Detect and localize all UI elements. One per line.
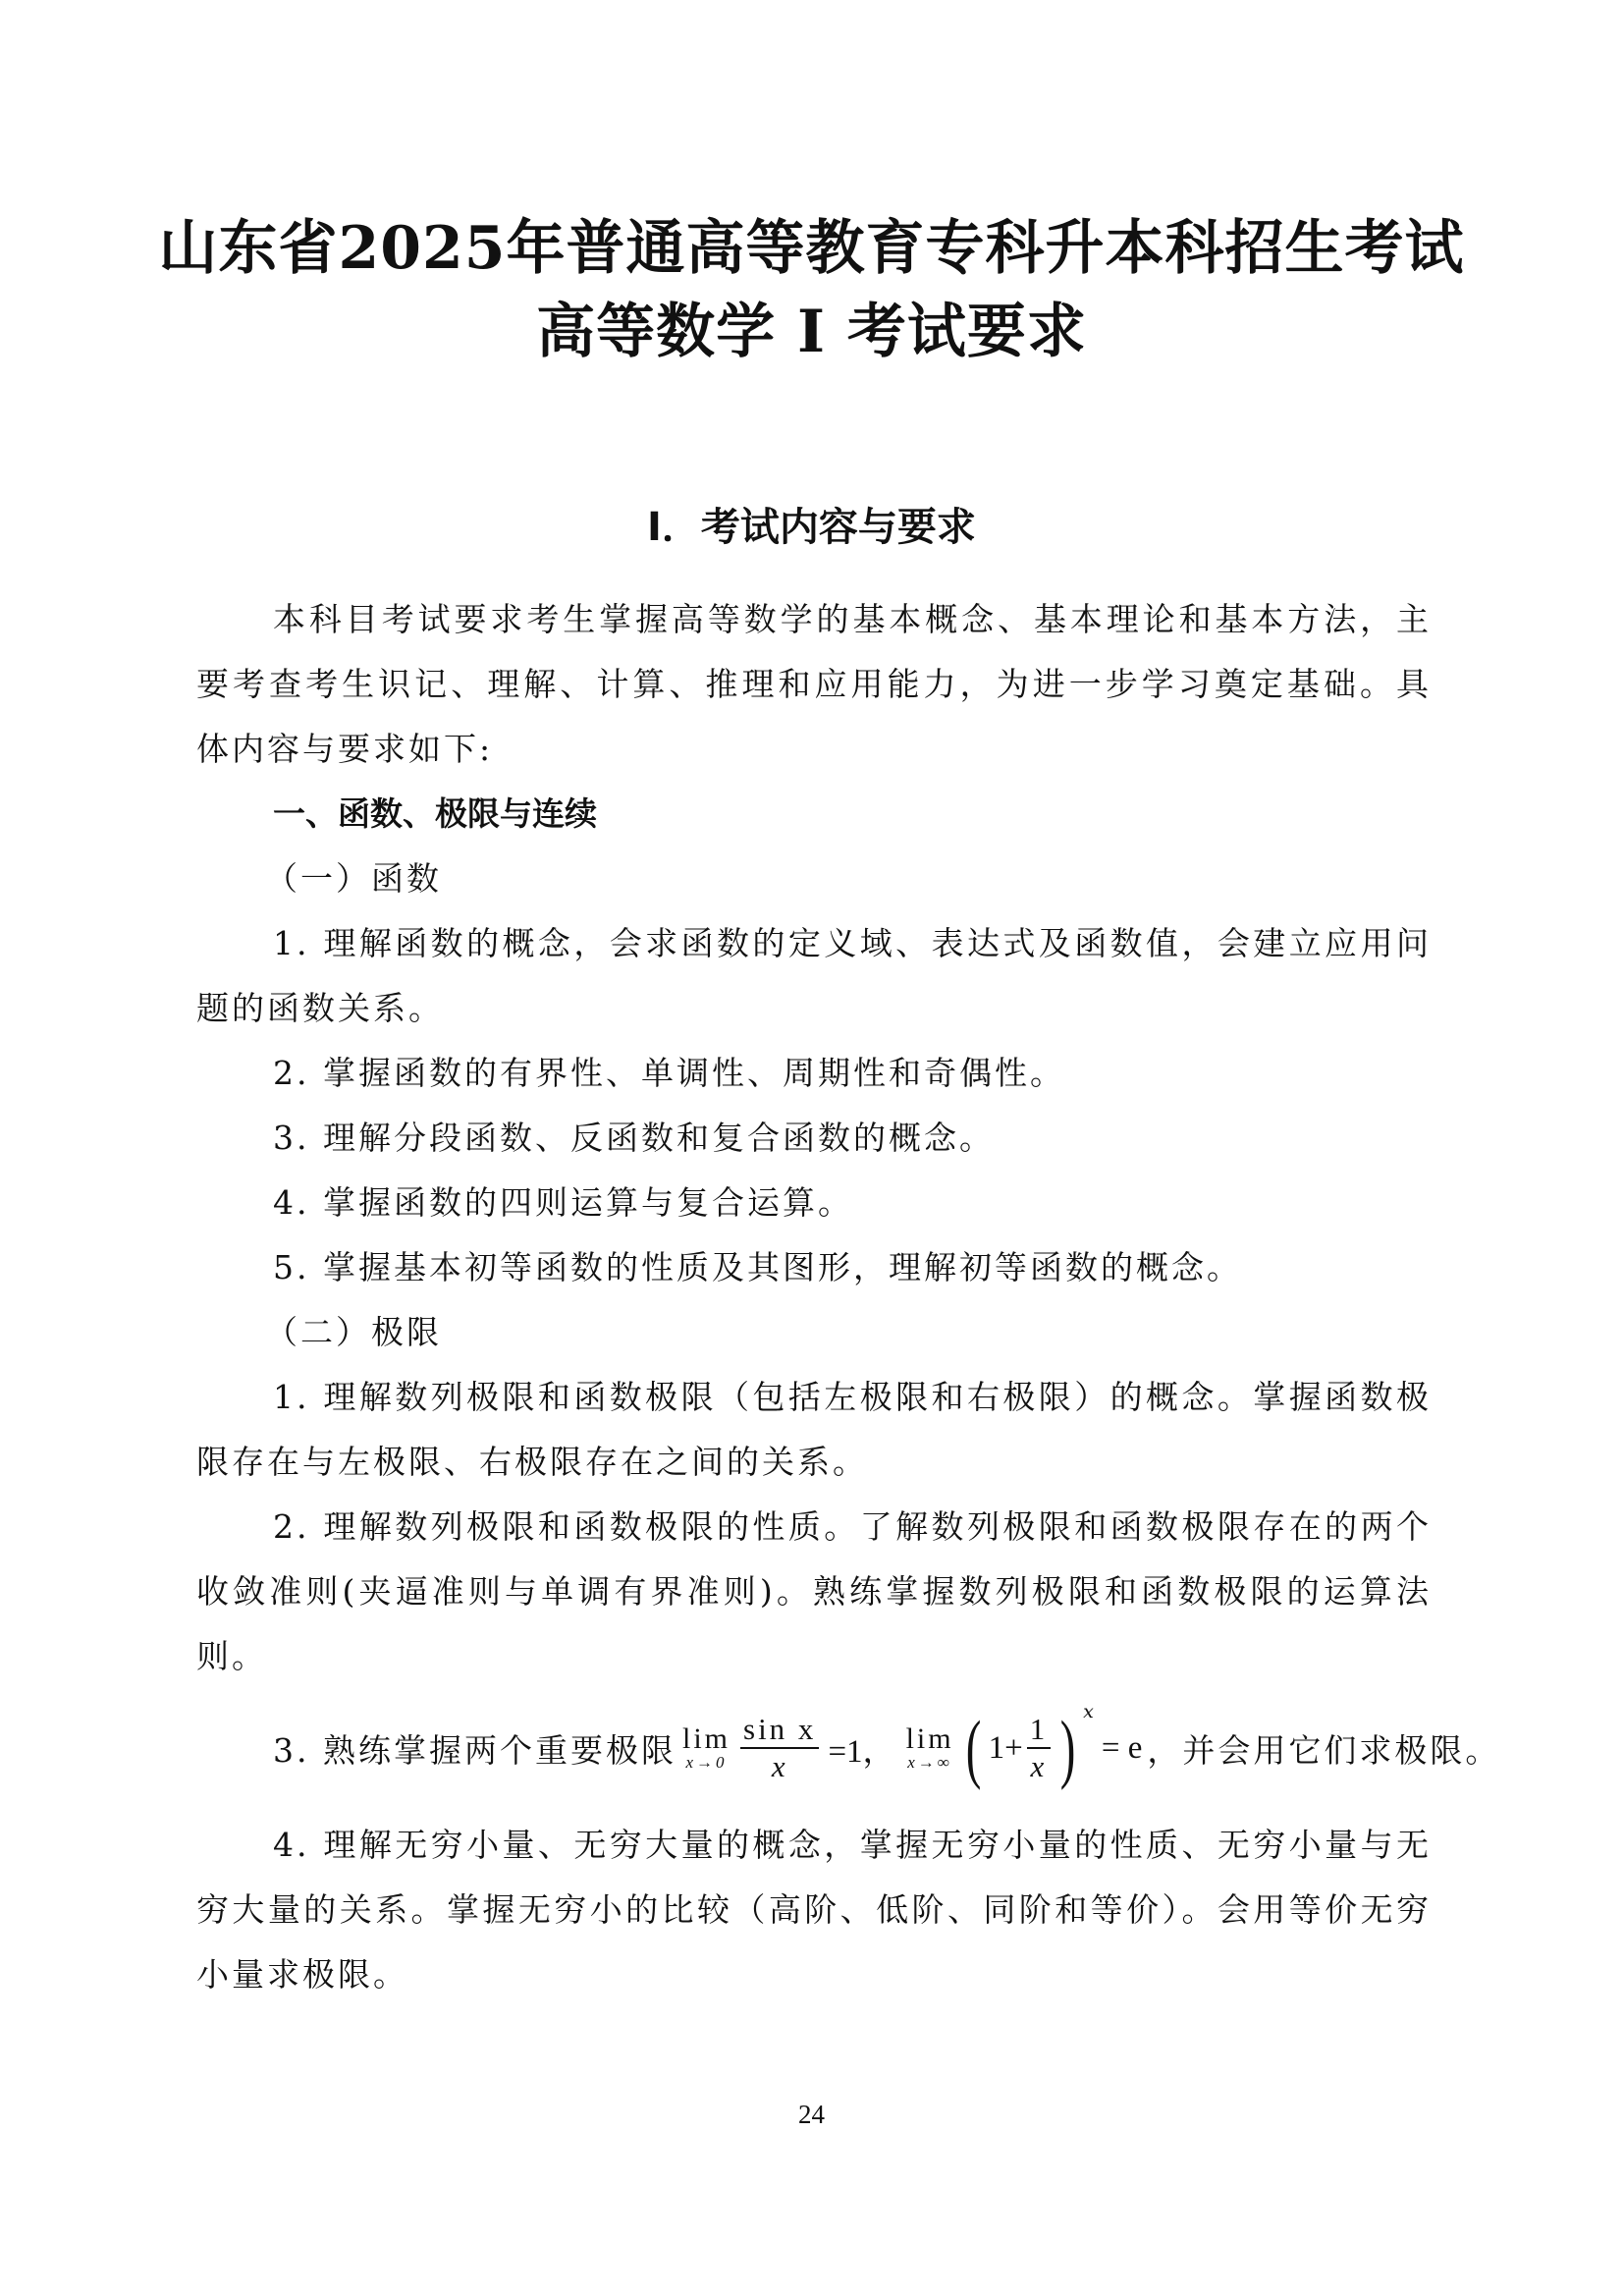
exponent-x: x	[1083, 1701, 1097, 1722]
fraction-numerator-2: 1	[1029, 1712, 1049, 1746]
lim-word-2: lim	[905, 1722, 954, 1755]
lim-subscript-1: x→0	[685, 1753, 728, 1772]
subsection-limits: （二）极限	[265, 1313, 442, 1351]
lim-word-1: lim	[681, 1722, 730, 1755]
subsection-functions: （一）函数	[265, 859, 442, 898]
lim-subscript-2: x→∞	[907, 1753, 952, 1772]
function-item-2: 2. 掌握函数的有界性、单调性、周期性和奇偶性。	[273, 1054, 1065, 1092]
fraction-denominator-2: x	[1030, 1749, 1048, 1783]
fraction-sin-x-over-x	[740, 1712, 819, 1784]
document-title-line1: 山东省2025年普通高等教育专科升本科招生考试	[158, 214, 1465, 283]
page-number: 24	[798, 2100, 825, 2129]
fraction-numerator-1: sin x	[743, 1712, 817, 1746]
limit-item-3-formula	[273, 1699, 1500, 1797]
limit-operator-1	[682, 1724, 730, 1772]
intro-paragraph: 本科目考试要求考生掌握高等数学的基本概念、基本理论和基本方法，主要考查考生识记、理解、计算、推理和应用能力，为进一步学习奠定基础。具体内容与要求如下:	[196, 600, 1432, 768]
function-item-5: 5. 掌握基本初等函数的性质及其图形，理解初等函数的概念。	[273, 1248, 1242, 1286]
left-paren: (	[965, 1705, 983, 1790]
one-plus: 1+	[988, 1729, 1023, 1766]
equals-one: =1，	[828, 1733, 895, 1770]
function-item-4: 4. 掌握函数的四则运算与复合运算。	[273, 1183, 853, 1222]
limit-item-1: 1. 理解数列极限和函数极限（包括左极限和右极限）的概念。掌握函数极限存在与左极限、右极限存在之间的关系。	[196, 1378, 1432, 1481]
limit-operator-2	[906, 1724, 954, 1772]
formula-prefix: 3. 熟练掌握两个重要极限	[273, 1730, 676, 1770]
limit-item-2: 2. 理解数列极限和函数极限的性质。了解数列极限和函数极限存在的两个收敛准则(夹逼准则与单调有界准则)。熟练掌握数列极限和函数极限的运算法则。	[196, 1507, 1432, 1675]
function-item-1: 1. 理解函数的概念，会求函数的定义域、表达式及函数值，会建立应用问题的函数关系。	[196, 924, 1432, 1027]
fraction-one-over-x	[1027, 1712, 1052, 1784]
fraction-denominator-1: x	[771, 1749, 788, 1783]
right-paren: )	[1059, 1705, 1078, 1790]
formula-suffix: ，并会用它们求极限。	[1147, 1730, 1501, 1770]
limit-item-4: 4. 理解无穷小量、无穷大量的概念，掌握无穷小量的性质、无穷小量与无穷大量的关系。掌握无穷小的比较（高阶、低阶、同阶和等价）。会用等价无穷小量求极限。	[196, 1826, 1432, 1994]
section-heading: I．考试内容与要求	[647, 505, 976, 550]
chapter-heading-functions: 一、函数、极限与连续	[273, 794, 597, 833]
function-item-3: 3. 理解分段函数、反函数和复合函数的概念。	[273, 1119, 995, 1157]
document-title-line2: 高等数学 I 考试要求	[536, 298, 1087, 366]
equals-e: = e	[1101, 1729, 1143, 1766]
